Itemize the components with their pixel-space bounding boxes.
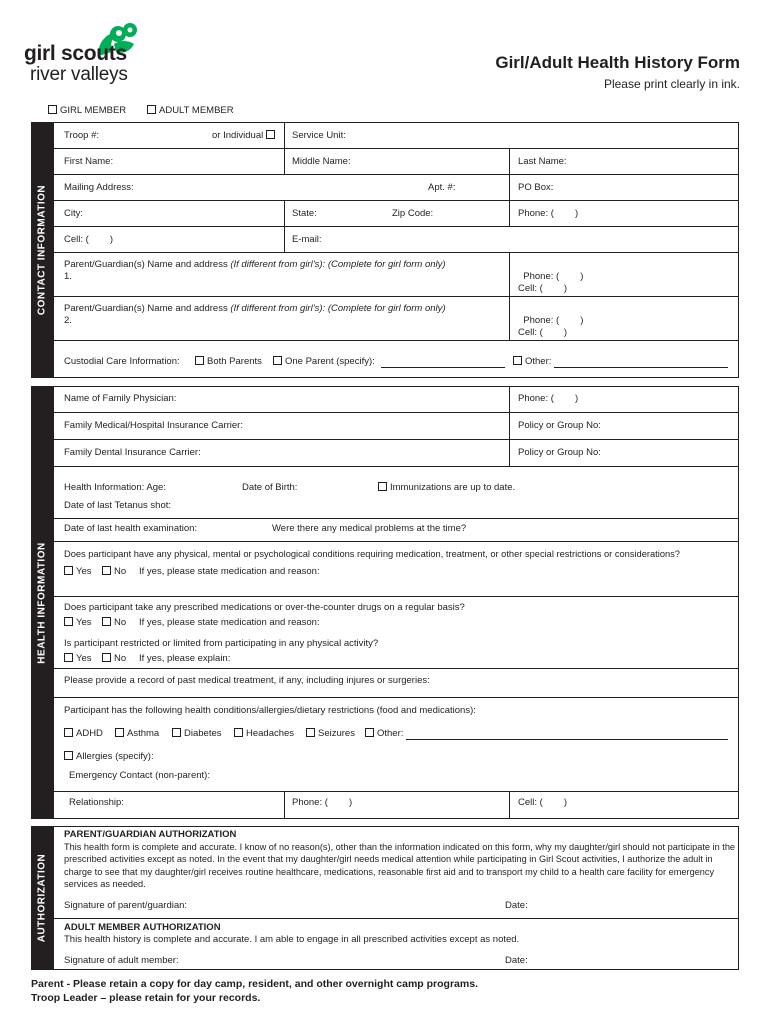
other-condition-line[interactable] bbox=[406, 739, 728, 740]
one-parent-label: One Parent (specify): bbox=[285, 356, 375, 367]
parent-date-field[interactable]: Date: bbox=[505, 900, 528, 911]
health-side-label: HEALTH INFORMATION bbox=[31, 386, 53, 819]
troop-field[interactable]: Troop #: bbox=[64, 130, 100, 141]
seizures-label: Seizures bbox=[318, 728, 355, 739]
immunizations-checkbox[interactable] bbox=[378, 482, 515, 494]
checkbox-icon bbox=[64, 728, 73, 737]
question-1: Does participant have any physical, mental or psychological conditions requiring medication, treatment, or other special restrictions or considerations? bbox=[64, 549, 680, 559]
parent-auth-heading: PARENT/GUARDIAN AUTHORIZATION bbox=[64, 829, 237, 840]
exam-problems-field[interactable]: Were there any medical problems at the time? bbox=[272, 523, 467, 534]
q2-no-checkbox[interactable] bbox=[102, 617, 126, 629]
logo-line2: river valleys bbox=[30, 64, 128, 85]
middle-name-field[interactable]: Middle Name: bbox=[292, 156, 351, 167]
page-subtitle: Please print clearly in ink. bbox=[603, 77, 740, 91]
checkbox-icon bbox=[115, 728, 124, 737]
adhd-label: ADHD bbox=[76, 728, 103, 739]
diabetes-label: Diabetes bbox=[184, 728, 222, 739]
allergies-checkbox[interactable] bbox=[64, 751, 154, 763]
checkbox-icon bbox=[102, 617, 111, 626]
other-checkbox[interactable] bbox=[513, 356, 551, 368]
yes-label: Yes bbox=[76, 566, 92, 577]
logo-line1: girl scouts bbox=[24, 42, 127, 65]
page-title: Girl/Adult Health History Form bbox=[495, 53, 740, 72]
guardian-note: (If different from girl’s): (Complete for girl form only) bbox=[230, 259, 446, 270]
guardian-label: Parent/Guardian(s) Name and address bbox=[64, 259, 228, 270]
state-field[interactable]: State: bbox=[292, 208, 317, 219]
no-label: No bbox=[114, 566, 127, 577]
adult-member-checkbox[interactable] bbox=[147, 105, 234, 117]
q2-followup-field[interactable]: If yes, please state medication and reason: bbox=[139, 617, 320, 628]
one-parent-line[interactable] bbox=[381, 367, 505, 368]
checkbox-icon bbox=[64, 566, 73, 575]
medical-carrier-field[interactable]: Family Medical/Hospital Insurance Carrier: bbox=[64, 420, 243, 431]
emergency-cell-field[interactable]: Cell: ( ) bbox=[518, 797, 568, 808]
individual-checkbox[interactable] bbox=[212, 130, 278, 142]
checkbox-icon bbox=[64, 653, 73, 662]
allergies-label: Allergies (specify): bbox=[76, 751, 154, 762]
guardian-phone-label: Phone: ( ) bbox=[523, 270, 584, 282]
guardian-number: 2. bbox=[64, 314, 72, 326]
both-parents-label: Both Parents bbox=[207, 356, 262, 367]
checkbox-icon bbox=[102, 653, 111, 662]
footer-line-2: Troop Leader – please retain for your records. bbox=[31, 992, 261, 1004]
adult-member-label: ADULT MEMBER bbox=[159, 105, 234, 116]
q3-followup-field[interactable]: If yes, please explain: bbox=[139, 653, 231, 664]
city-field[interactable]: City: bbox=[64, 208, 83, 219]
dob-field[interactable]: Date of Birth: bbox=[242, 482, 298, 493]
emergency-phone-field[interactable]: Phone: ( ) bbox=[292, 797, 353, 808]
physician-phone-field[interactable]: Phone: ( ) bbox=[518, 393, 579, 404]
guardian-1-field[interactable] bbox=[64, 259, 446, 283]
parent-signature-field[interactable]: Signature of parent/guardian: bbox=[64, 900, 188, 911]
q2-yes-checkbox[interactable] bbox=[64, 617, 92, 629]
adult-signature-field[interactable]: Signature of adult member: bbox=[64, 955, 179, 966]
adhd-checkbox[interactable] bbox=[64, 728, 103, 740]
headaches-checkbox[interactable] bbox=[234, 728, 294, 740]
checkbox-icon bbox=[64, 751, 73, 760]
other-line[interactable] bbox=[554, 367, 728, 368]
question-2: Does participant take any prescribed medications or over-the-counter drugs on a regular basis? bbox=[64, 602, 465, 613]
last-name-field[interactable]: Last Name: bbox=[518, 156, 567, 167]
checkbox-icon bbox=[102, 566, 111, 575]
zip-field[interactable]: Zip Code: bbox=[392, 208, 434, 219]
girl-member-label: GIRL MEMBER bbox=[60, 105, 127, 116]
checkbox-icon bbox=[365, 728, 374, 737]
medical-policy-field[interactable]: Policy or Group No: bbox=[518, 420, 601, 431]
adult-date-field[interactable]: Date: bbox=[505, 955, 528, 966]
contact-side-label: CONTACT INFORMATION bbox=[31, 122, 53, 378]
seizures-checkbox[interactable] bbox=[306, 728, 355, 740]
no-label: No bbox=[114, 653, 127, 664]
custodial-label: Custodial Care Information: bbox=[64, 356, 180, 367]
past-treatment-field[interactable]: Please provide a record of past medical treatment, if any, including injures or surgeries: bbox=[64, 675, 430, 686]
checkbox-icon bbox=[306, 728, 315, 737]
guardian-2-field[interactable] bbox=[64, 303, 446, 327]
asthma-checkbox[interactable] bbox=[115, 728, 159, 740]
mailing-address-field[interactable]: Mailing Address: bbox=[64, 182, 134, 193]
q1-followup-field[interactable]: If yes, please state medication and reason: bbox=[139, 566, 320, 577]
guardian-cell-label: Cell: ( ) bbox=[518, 282, 568, 294]
checkbox-icon bbox=[48, 105, 57, 114]
guardian-number: 1. bbox=[64, 270, 72, 282]
q3-no-checkbox[interactable] bbox=[102, 653, 126, 665]
guardian-2-phones[interactable] bbox=[518, 303, 583, 339]
tetanus-field[interactable]: Date of last Tetanus shot: bbox=[64, 500, 172, 511]
immunizations-label: Immunizations are up to date. bbox=[390, 482, 516, 493]
guardian-note: (If different from girl’s): (Complete for girl form only) bbox=[230, 303, 446, 314]
no-label: No bbox=[114, 617, 127, 628]
po-box-field[interactable]: PO Box: bbox=[518, 182, 554, 193]
yes-label: Yes bbox=[76, 653, 92, 664]
checkbox-icon bbox=[147, 105, 156, 114]
q3-yes-checkbox[interactable] bbox=[64, 653, 92, 665]
physician-field[interactable]: Name of Family Physician: bbox=[64, 393, 177, 404]
other-condition-label: Other: bbox=[377, 728, 404, 739]
dental-carrier-field[interactable]: Family Dental Insurance Carrier: bbox=[64, 447, 201, 458]
adult-auth-heading: ADULT MEMBER AUTHORIZATION bbox=[64, 922, 221, 933]
service-unit-field[interactable]: Service Unit: bbox=[292, 130, 346, 141]
cell-field[interactable]: Cell: ( ) bbox=[64, 234, 114, 245]
q1-yes-checkbox[interactable] bbox=[64, 566, 92, 578]
individual-label: or Individual bbox=[212, 130, 264, 141]
checkbox-icon bbox=[513, 356, 522, 365]
question-3: Is participant restricted or limited from participating in any physical activity? bbox=[64, 638, 379, 649]
authorization-side-label: AUTHORIZATION bbox=[31, 826, 53, 970]
guardian-cell-label: Cell: ( ) bbox=[518, 326, 568, 338]
both-parents-checkbox[interactable] bbox=[195, 356, 262, 368]
relationship-field[interactable]: Relationship: bbox=[69, 797, 124, 808]
conditions-label: Participant has the following health conditions/allergies/dietary restrictions (food and medications): bbox=[64, 705, 476, 716]
footer-line-1: Parent - Please retain a copy for day camp, resident, and other overnight camp programs. bbox=[31, 978, 478, 990]
checkbox-icon bbox=[172, 728, 181, 737]
other-label: Other: bbox=[525, 356, 552, 367]
checkbox-icon bbox=[378, 482, 387, 491]
guardian-label: Parent/Guardian(s) Name and address bbox=[64, 303, 228, 314]
checkbox-icon bbox=[64, 617, 73, 626]
last-exam-field[interactable]: Date of last health examination: bbox=[64, 523, 198, 534]
age-field[interactable]: Health Information: Age: bbox=[64, 482, 166, 493]
first-name-field[interactable]: First Name: bbox=[64, 156, 114, 167]
headaches-label: Headaches bbox=[246, 728, 295, 739]
one-parent-checkbox[interactable] bbox=[273, 356, 375, 368]
email-field[interactable]: E-mail: bbox=[292, 234, 322, 245]
checkbox-icon bbox=[273, 356, 282, 365]
checkbox-icon bbox=[234, 728, 243, 737]
other-condition-checkbox[interactable] bbox=[365, 728, 403, 740]
girl-member-checkbox[interactable] bbox=[48, 105, 126, 117]
guardian-phone-label: Phone: ( ) bbox=[523, 314, 584, 326]
guardian-1-phones[interactable] bbox=[518, 259, 583, 295]
diabetes-checkbox[interactable] bbox=[172, 728, 222, 740]
adult-auth-text: This health history is complete and accurate. I am able to engage in all prescribed activities except as noted. bbox=[64, 934, 520, 945]
q1-no-checkbox[interactable] bbox=[102, 566, 126, 578]
dental-policy-field[interactable]: Policy or Group No: bbox=[518, 447, 601, 458]
apt-field[interactable]: Apt. #: bbox=[428, 182, 456, 193]
yes-label: Yes bbox=[76, 617, 92, 628]
asthma-label: Asthma bbox=[127, 728, 160, 739]
checkbox-icon bbox=[266, 130, 275, 139]
parent-auth-text: This health form is complete and accurate. I know of no reason(s), other than the information indicated on this form, why my daughter/girl should not participate in the prescribed activities except as noted. In the event that my daughter/girl needs medical attention while participating in Girl Scout activities, I authorize the adult in charge to see that my daughter/girl receives routine healthcare, medications, reasonable first aid and to transport my child to a health care facility for emergency services as needed. bbox=[64, 842, 736, 890]
checkbox-icon bbox=[195, 356, 204, 365]
phone-field[interactable]: Phone: ( ) bbox=[518, 208, 579, 219]
emergency-contact-field[interactable]: Emergency Contact (non-parent): bbox=[69, 770, 210, 781]
